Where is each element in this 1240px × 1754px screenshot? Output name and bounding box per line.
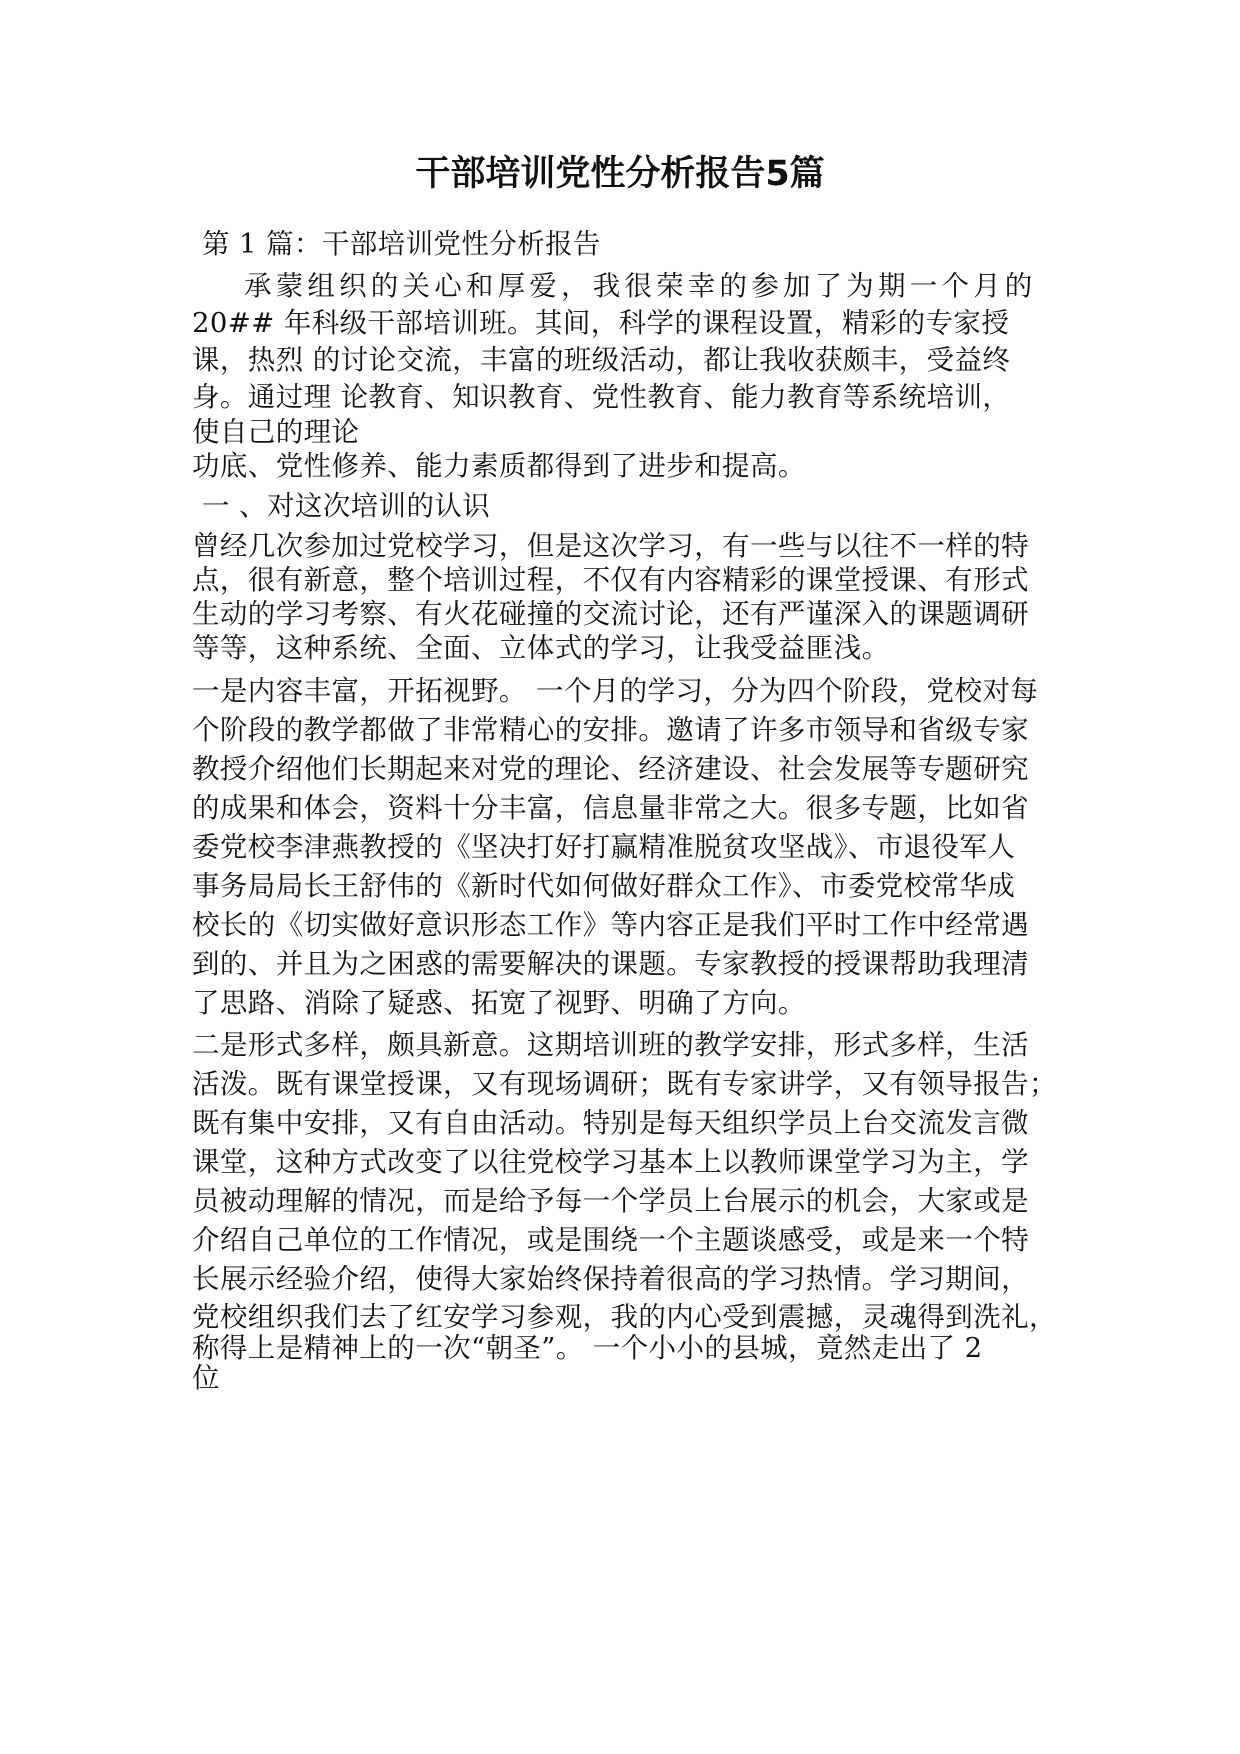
paragraph-line: 到的、并且为之困惑的需要解决的课题。专家教授的授课帮助我理清 (192, 948, 1029, 980)
paragraph-line: 校长的《切实做好意识形态工作》等内容正是我们平时工作中经常遇 (192, 909, 1029, 941)
paragraph-line: 二是形式多样，颇具新意。这期培训班的教学安排，形式多样，生活 (192, 1029, 1029, 1061)
paragraph-line: 委党校李津燕教授的《坚决打好打赢精准脱贫攻坚战》、市退役军人 (192, 831, 1016, 863)
paragraph-line: 生动的学习考察、有火花碰撞的交流讨论，还有严谨深入的课题调研 (192, 598, 1029, 630)
paragraph-line: 个阶段的教学都做了非常精心的安排。邀请了许多市领导和省级专家 (192, 714, 1029, 746)
paragraph-line: 一是内容丰富，开拓视野。 一个月的学习，分为四个阶段，党校对每 (192, 675, 1039, 707)
paragraph-line: 既有集中安排，又有自由活动。特别是每天组织学员上台交流发言微 (192, 1107, 1029, 1139)
paragraph-line: 介绍自己单位的工作情况，或是围绕一个主题谈感受，或是来一个特 (192, 1224, 1029, 1256)
paragraph-line: 党校组织我们去了红安学习参观，我的内心受到震撼，灵魂得到洗礼， (192, 1301, 1057, 1333)
paragraph-line: 点，很有新意，整个培训过程，不仅有内容精彩的课堂授课、有形式 (192, 564, 1029, 596)
paragraph-line: 课，热烈 的讨论交流，丰富的班级活动，都让我收获颇丰，受益终 (192, 344, 1011, 376)
document-title: 干部培训党性分析报告5篇 (415, 154, 825, 194)
paragraph-line: 等等，这种系统、全面、立体式的学习，让我受益匪浅。 (192, 632, 890, 664)
paragraph-line: 事务局局长王舒伟的《新时代如何做好群众工作》、市委党校常华成 (192, 870, 1016, 902)
paragraph-line: 了思路、消除了疑惑、拓宽了视野、明确了方向。 (192, 987, 806, 1019)
paragraph-line: 承蒙组织的关心和厚爱，我很荣幸的参加了为期一个月的 (244, 270, 1037, 302)
paragraph-line: 活泼。既有课堂授课，又有现场调研；既有专家讲学，又有领导报告； (192, 1068, 1057, 1100)
paragraph-line: 教授介绍他们长期起来对党的理论、经济建设、社会发展等专题研究 (192, 753, 1029, 785)
paragraph-line: 20## 年科级干部培训班。其间，科学的课程设置，精彩的专家授 (192, 307, 1010, 339)
paragraph-line: 位 (192, 1362, 220, 1394)
paragraph-line: 使自己的理论 (192, 416, 360, 448)
paragraph-line: 的成果和体会，资料十分丰富，信息量非常之大。很多专题，比如省 (192, 792, 1029, 824)
section-heading-2: 一 、对这次培训的认识 (202, 490, 491, 522)
paragraph-line: 身。通过理 论教育、知识教育、党性教育、能力教育等系统培训， (192, 381, 1011, 413)
paragraph-line: 曾经几次参加过党校学习，但是这次学习，有一些与以往不一样的特 (192, 530, 1029, 562)
section-heading-1: 第 1 篇：干部培训党性分析报告 (202, 228, 601, 260)
paragraph-line: 课堂，这种方式改变了以往党校学习基本上以教师课堂学习为主，学 (192, 1146, 1029, 1178)
paragraph-line: 长展示经验介绍，使得大家始终保持着很高的学习热情。学习期间， (192, 1263, 1029, 1295)
paragraph-line: 称得上是精神上的一次“朝圣”。 一个小小的县城，竟然走出了 2 (192, 1332, 983, 1364)
paragraph-line: 功底、党性修养、能力素质都得到了进步和提高。 (192, 450, 806, 482)
paragraph-line: 员被动理解的情况，而是给予每一个学员上台展示的机会，大家或是 (192, 1185, 1029, 1217)
